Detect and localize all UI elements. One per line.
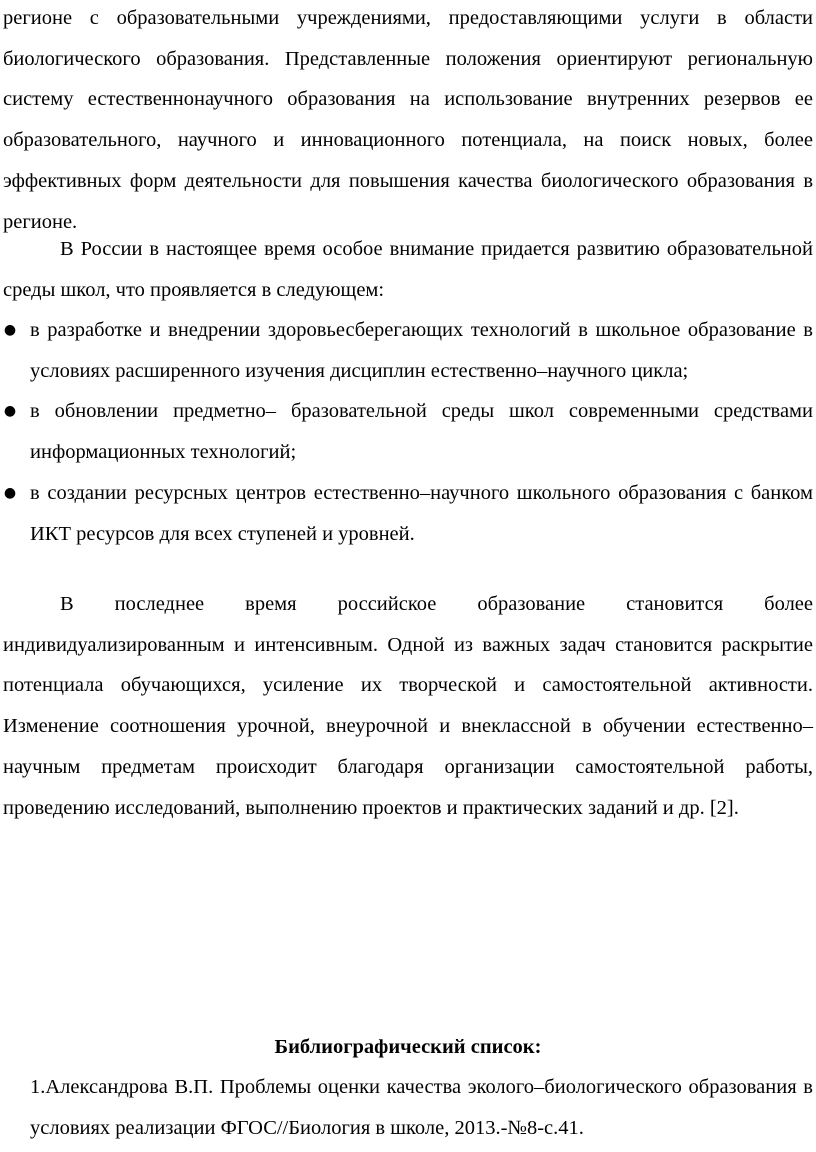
bullet-icon: ● xyxy=(3,403,17,420)
bullet-icon: ● xyxy=(3,322,17,338)
paragraph-russia: В России в настоящее время особое внимание придается развитию образовательной среды школ, что проявляется в следующем: xyxy=(3,238,813,301)
list-item-text: в обновлении предметно– бразовательной среды школ современными средствами информационных технологий; xyxy=(30,400,813,464)
bullet-icon: ● xyxy=(3,484,17,501)
bullet-list xyxy=(0,310,813,554)
list-item-text: в разработке и внедрении здоровьесберегающих технологий в школьное образование в условиях расширенного изучения дисциплин естественно–научного цикла; xyxy=(30,319,813,382)
bibliography-list xyxy=(30,1067,813,1148)
list-item-text: в создании ресурсных центров естественно–научного школьного образования с банком ИКТ ресурсов для всех ступеней и уровней. xyxy=(30,481,813,545)
paragraph-intro: регионе с образовательными учреждениями, предоставляющими услуги в области биологического образования. Представленные положения ориентируют региональную систему естественнонаучного образования на использование внутренних резервов ее образовательного, научного и инновационного потенциала, на поиск новых, более эффективных форм деятельности для повышения качества биологического образования в регионе. xyxy=(3,7,813,233)
paragraph-recent: В последнее время российское образование становится более индивидуализированным и интенсивным. Одной из важных задач становится раскрытие потенциала обучающихся, усиление их творческой и самостоятельной активности. Изменение соотношения урочной, внеурочной и внеклассной в обучении естественно–научным предметам происходит благодаря организации самостоятельной работы, проведению исследований, выполнению проектов и практических заданий и др. [2]. xyxy=(3,593,813,819)
bibliography-title: Библиографический список: xyxy=(274,1036,542,1058)
list-item xyxy=(0,473,813,554)
list-item xyxy=(0,310,813,391)
list-item xyxy=(0,391,813,472)
bibliography-item: 1.Александрова В.П. Проблемы оценки качества эколого–биологического образования в условиях реализации ФГОС//Биология в школе, 2013.-№8-с.41. xyxy=(30,1076,813,1139)
